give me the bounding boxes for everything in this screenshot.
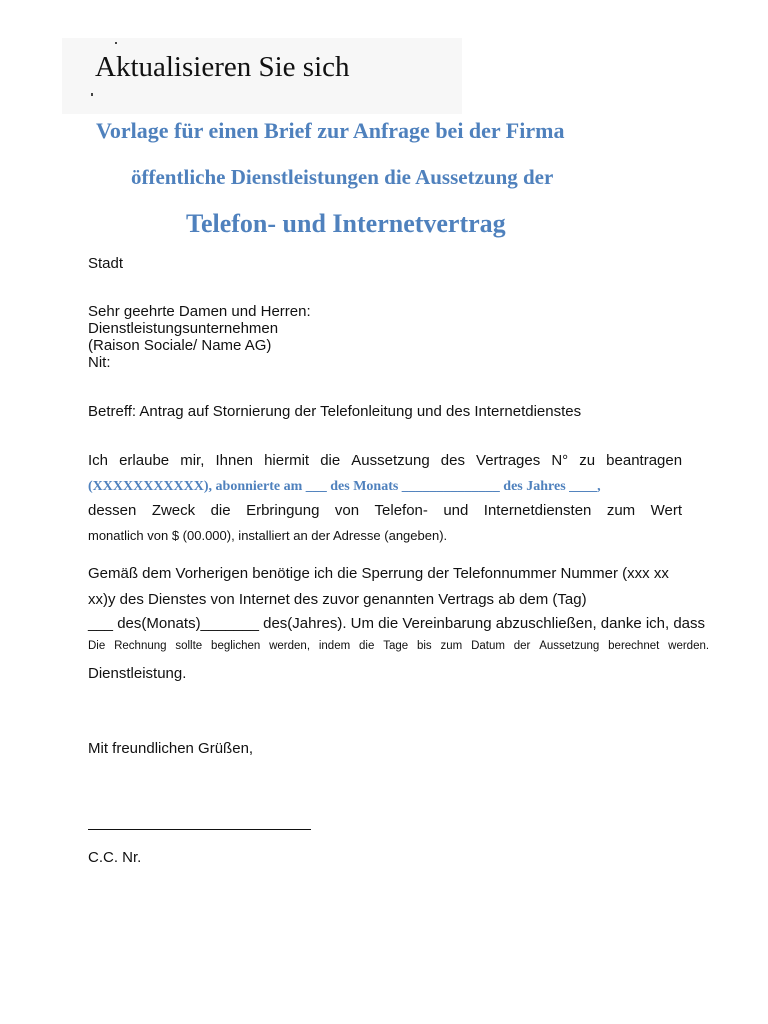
banner-text: Aktualisieren Sie sich xyxy=(95,51,350,83)
word: indem xyxy=(318,640,351,652)
word: sollte xyxy=(175,640,203,652)
banner-mark xyxy=(91,93,93,96)
word: Vertrages xyxy=(476,452,541,469)
paragraph-2-line-4 xyxy=(88,640,709,652)
closing: Mit freundlichen Grüßen, xyxy=(88,740,254,757)
word: zum xyxy=(606,502,636,519)
word: berechnet xyxy=(608,640,660,652)
word: Erbringung xyxy=(246,502,320,519)
word: Die xyxy=(88,640,106,652)
word: Ihnen xyxy=(215,452,254,469)
paragraph-1-line-4: monatlich von $ (00.000), installiert an der Adresse (angeben). xyxy=(88,528,448,543)
word: die xyxy=(359,640,375,652)
word: die xyxy=(320,452,341,469)
word: hiermit xyxy=(264,452,310,469)
paragraph-2-line-2: xx)y des Dienstes von Internet des zuvor genannten Vertrags ab dem (Tag) xyxy=(88,591,587,608)
word: mir, xyxy=(180,452,205,469)
title-line-1: Vorlage für einen Brief zur Anfrage bei der Firma xyxy=(96,118,565,143)
word: von xyxy=(334,502,360,519)
paragraph-2-line-1: Gemäß dem Vorherigen benötige ich die Sperrung der Telefonnummer Nummer (xxx xx xyxy=(88,565,669,582)
word: werden, xyxy=(269,640,311,652)
paragraph-2-line-5: Dienstleistung. xyxy=(88,665,187,682)
signature-line xyxy=(88,829,311,830)
word: Zweck xyxy=(151,502,196,519)
banner-mark xyxy=(115,42,117,44)
word: Datum xyxy=(471,640,505,652)
recipient-nit: Nit: xyxy=(88,354,111,371)
update-banner xyxy=(62,38,462,114)
word: Telefon- xyxy=(374,502,428,519)
word: erlaube xyxy=(119,452,170,469)
word: beantragen xyxy=(606,452,683,469)
word: der xyxy=(513,640,531,652)
word: beglichen xyxy=(211,640,261,652)
word: dessen xyxy=(88,502,137,519)
word: Aussetzung xyxy=(539,640,600,652)
word: Rechnung xyxy=(114,640,167,652)
word: N° xyxy=(551,452,569,469)
word: des xyxy=(440,452,465,469)
recipient-name: (Raison Sociale/ Name AG) xyxy=(88,337,272,354)
recipient-company: Dienstleistungsunternehmen xyxy=(88,320,279,337)
city: Stadt xyxy=(88,255,124,272)
paragraph-1-line-2: (XXXXXXXXXXX), abonnierte am ___ des Monats ______________ des Jahres ____, xyxy=(88,479,601,494)
word: bis xyxy=(416,640,432,652)
word: und xyxy=(443,502,469,519)
paragraph-2-line-3: ___ des(Monats)_______ des(Jahres). Um die Vereinbarung abzuschließen, danke ich, dass xyxy=(88,615,706,632)
word: Wert xyxy=(650,502,682,519)
word: werden. xyxy=(668,640,710,652)
title-line-2: öffentliche Dienstleistungen die Aussetzung der xyxy=(131,165,554,189)
paragraph-1-line-3 xyxy=(88,502,682,519)
word: Tage xyxy=(383,640,409,652)
subject-line: Betreff: Antrag auf Stornierung der Telefonleitung und des Internetdienstes xyxy=(88,403,582,420)
title-line-3: Telefon- und Internetvertrag xyxy=(186,209,506,238)
word: die xyxy=(210,502,231,519)
word: zum xyxy=(440,640,463,652)
word: Internetdiensten xyxy=(483,502,592,519)
word: zu xyxy=(579,452,596,469)
recipient-salutation: Sehr geehrte Damen und Herren: xyxy=(88,303,311,320)
word: Aussetzung xyxy=(351,452,430,469)
word: Ich xyxy=(88,452,109,469)
cc-number: C.C. Nr. xyxy=(88,849,142,866)
paragraph-1-line-1 xyxy=(88,452,682,469)
